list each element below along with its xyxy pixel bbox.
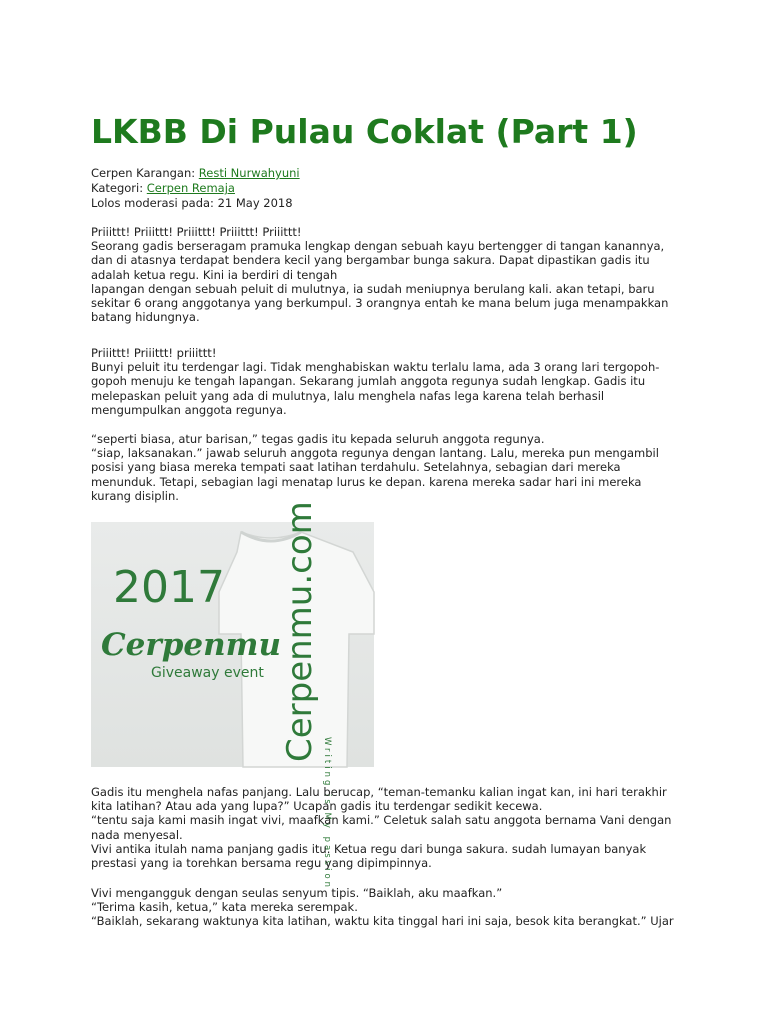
promo-event: Giveaway event <box>151 665 264 681</box>
text-line: menunduk. Tetapi, sebagian lagi menatap lurus ke depan. karena mereka sadar hari ini mereka <box>91 474 642 489</box>
shirt-slogan-text: Writing is My passion <box>322 737 332 891</box>
text-line: lapangan dengan sebuah peluit di mulutnya, ia sudah meniupnya berulang kali. akan tetapi, baru <box>91 281 655 296</box>
text-line: Seorang gadis berseragam pramuka lengkap dengan sebuah kayu bertengger di tangan kanannya, <box>91 239 665 254</box>
text-line: Priiittt! Priiittt! Priiittt! Priiittt! Priiittt! <box>91 225 302 239</box>
author-line <box>91 166 300 181</box>
category-link[interactable]: Cerpen Remaja <box>146 181 235 195</box>
text-line: dan di atasnya terdapat bendera kecil yang bergambar bunga sakura. Dapat dipastikan gadis itu <box>91 253 650 268</box>
text-line: melepaskan peluit yang ada di mulutnya, lalu menghela nafas lega karena telah berhasil <box>91 388 605 403</box>
text-line: nada menyesal. <box>91 827 183 842</box>
paragraph-1 <box>91 225 681 324</box>
text-line: prestasi yang ia torehkan bersama regu yang dipimpinnya. <box>91 856 432 871</box>
author-link[interactable]: Resti Nurwahyuni <box>198 166 300 180</box>
shirt-brand-text: Cerpenmu.com <box>280 501 320 762</box>
text-line: “tentu saja kami masih ingat vivi, maafkan kami.” Celetuk salah satu anggota bernama Vani dengan <box>91 813 672 828</box>
paragraph-4 <box>91 785 681 870</box>
author-label: Cerpen Karangan: <box>91 166 196 180</box>
article-title: LKBB Di Pulau Coklat (Part 1) <box>91 112 638 151</box>
paragraph-2 <box>91 346 681 417</box>
text-line: Bunyi peluit itu terdengar lagi. Tidak menghabiskan waktu terlalu lama, ada 3 orang lari tergopoh- <box>91 360 660 375</box>
moderation-date: Lolos moderasi pada: 21 May 2018 <box>91 196 293 210</box>
category-line <box>91 181 300 196</box>
text-line: batang hidungnya. <box>91 310 200 325</box>
text-line: Vivi antika itulah nama panjang gadis itu. Ketua regu dari bunga sakura. sudah lumayan banyak <box>91 841 647 856</box>
category-label: Kategori: <box>91 181 144 195</box>
text-line: gopoh menuju ke tengah lapangan. Sekarang jumlah anggota regunya sudah lengkap. Gadis itu <box>91 374 646 389</box>
text-line: “Terima kasih, ketua,” kata mereka serempak. <box>91 900 358 915</box>
text-line: adalah ketua regu. Kini ia berdiri di tengah <box>91 267 338 282</box>
promo-brand: Cerpenmu <box>101 627 282 663</box>
text-line: “siap, laksanakan.” jawab seluruh anggota regunya dengan lantang. Lalu, mereka pun mengambil <box>91 446 659 461</box>
paragraph-3 <box>91 432 681 503</box>
article-meta <box>91 166 300 211</box>
text-line: Priiittt! Priiittt! priiittt! <box>91 346 217 360</box>
text-line: mengumpulkan anggota regunya. <box>91 402 287 417</box>
text-line: posisi yang biasa mereka tempati saat latihan terdahulu. Setelahnya, sebagian dari mereka <box>91 460 621 475</box>
text-line: kita latihan? Atau ada yang lupa?” Ucapan gadis itu terdengar sedikit kecewa. <box>91 799 543 814</box>
paragraph-5 <box>91 886 681 929</box>
text-line: “Baiklah, sekarang waktunya kita latihan, waktu kita tinggal hari ini saja, besok kita berangkat.” Ujar <box>91 914 674 929</box>
text-line: Gadis itu menghela nafas panjang. Lalu berucap, “teman-temanku kalian ingat kan, ini hari terakhir <box>91 785 667 799</box>
text-line: sekitar 6 orang anggotanya yang berkumpul. 3 orangnya entah ke mana belum juga menampakkan <box>91 296 669 311</box>
text-line: kurang disiplin. <box>91 488 179 503</box>
text-line: Vivi mengangguk dengan seulas senyum tipis. “Baiklah, aku maafkan.” <box>91 886 503 900</box>
promo-year: 2017 <box>113 562 225 613</box>
text-line: “seperti biasa, atur barisan,” tegas gadis itu kepada seluruh anggota regunya. <box>91 432 545 446</box>
